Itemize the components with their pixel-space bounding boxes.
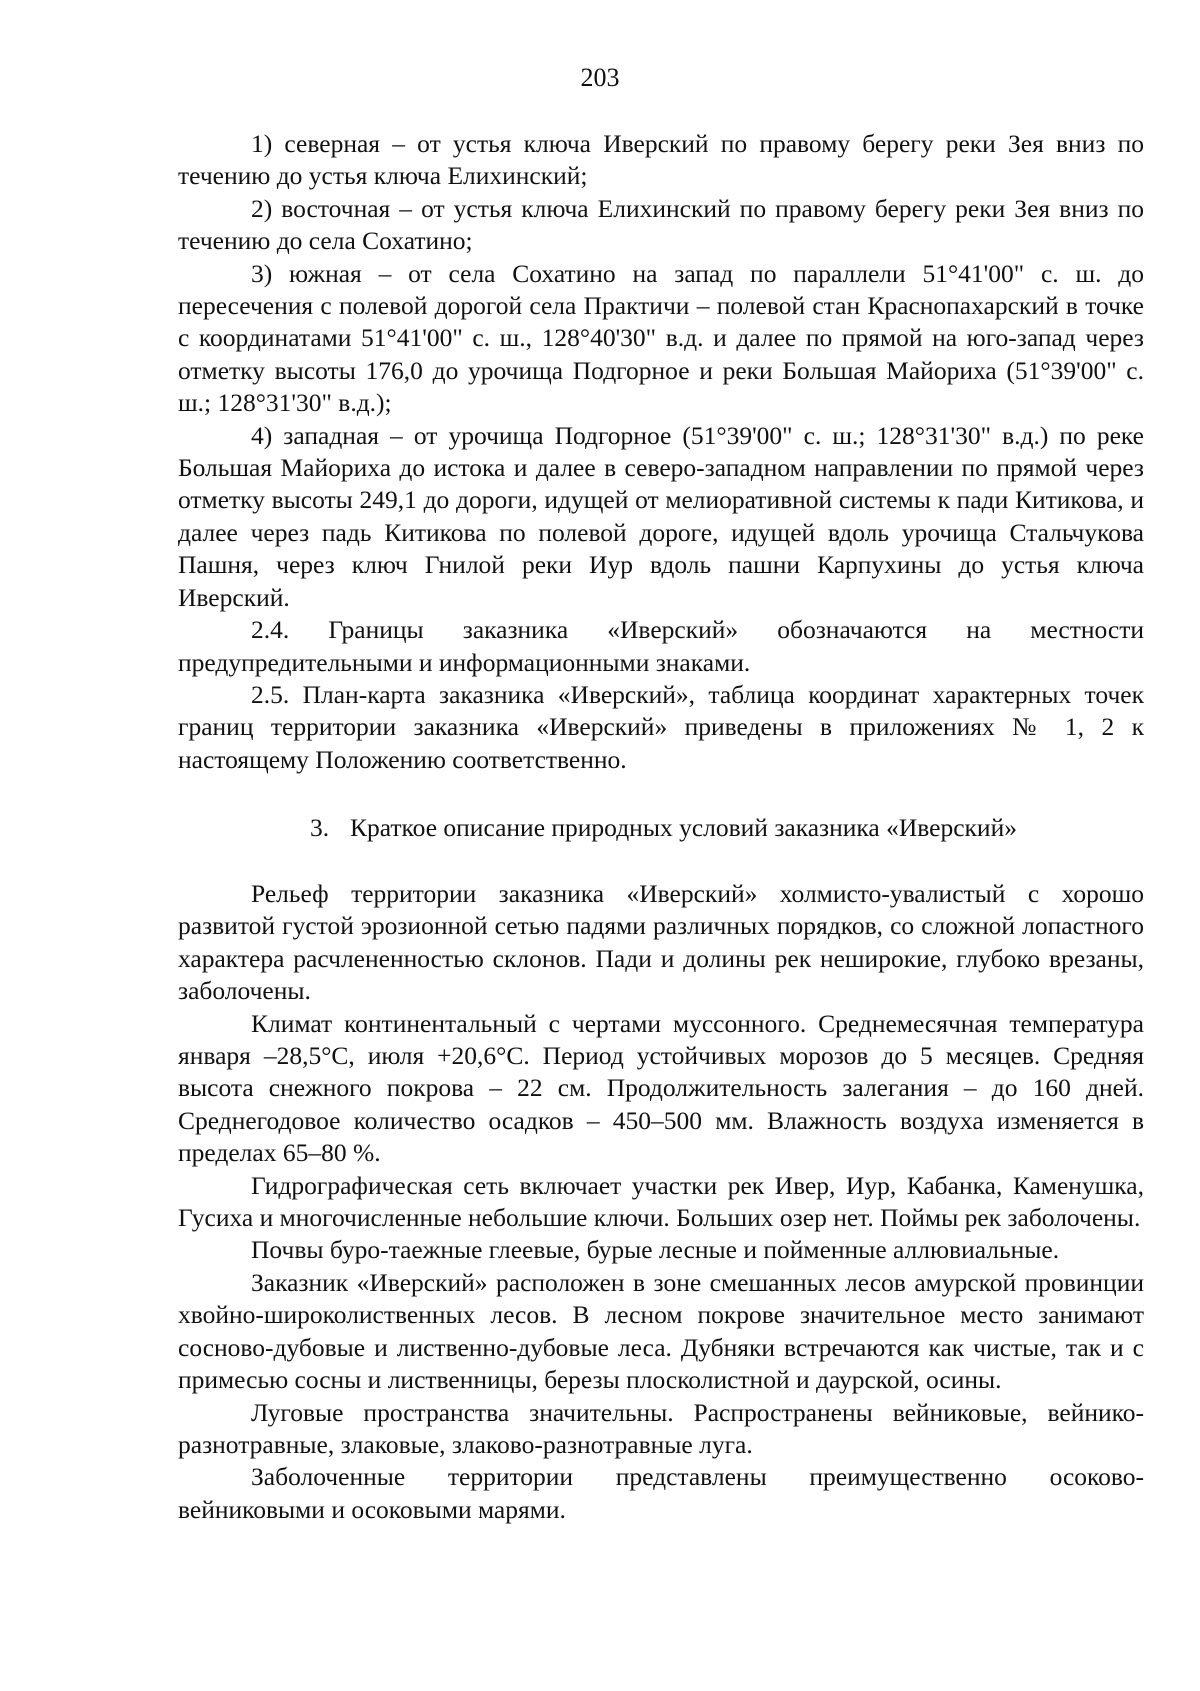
paragraph-2-4-boundary-signs: 2.4. Границы заказника «Иверский» обозначаются на местности предупредительными и информационными знаками. [178,615,1144,677]
paragraph-south-boundary: 3) южная – от села Сохатино на запад по параллели 51°41'00" с. ш. до пересечения с полевой дорогой села Практичи – полевой стан Краснопахарский в точке с координатами 51°41'00" с. ш., 128°40'30" в.д. и далее по прямой на юго-запад через отметку высоты 176,0 до урочища Подгорное и реки Большая Майориха (51°39'00" с. ш.; 128°31'30" в.д.); [178,258,1144,418]
section-title: Краткое описание природных условий заказника «Иверский» [350,813,1017,842]
paragraph-soils: Почвы буро-таежные глеевые, бурые лесные и пойменные аллювиальные. [251,1235,1060,1265]
section-number: 3. [310,813,330,842]
section-heading [310,812,1170,844]
paragraph-relief: Рельеф территории заказника «Иверский» холмисто-увалистый с хорошо развитой густой эрозионной сетью падями различных порядков, со сложной лопастного характера расчлененностью склонов. Пади и долины рек неширокие, глубоко врезаны, заболочены. [178,879,1144,1006]
paragraph-meadows: Луговые пространства значительны. Распространены вейниковые, вейнико-разнотравные, злаковые, злаково-разнотравные луга. [178,1397,1144,1459]
paragraph-east-boundary: 2) восточная – от устья ключа Елихинский по правому берегу реки Зея вниз по течению до села Сохатино; [178,193,1144,256]
paragraph-north-boundary: 1) северная – от устья ключа Иверский по правому берегу реки Зея вниз по течению до устья ключа Елихинский; [178,129,1144,191]
natural-conditions-block [178,878,1144,1526]
paragraph-wetlands: Заболоченные территории представлены преимущественно осоково-вейниковыми и осоковыми марями. [178,1462,1144,1524]
boundary-description-block [178,128,1144,776]
paragraph-hydrography: Гидрографическая сеть включает участки рек Ивер, Иур, Кабанка, Каменушка, Гусиха и многочисленные небольшие ключи. Больших озер нет. Поймы рек заболочены. [178,1170,1144,1233]
page-number: 203 [580,63,620,92]
paragraph-forests: Заказник «Иверский» расположен в зоне смешанных лесов амурской провинции хвойно-широколиственных лесов. В лесном покрове значительное место занимают сосново-дубовые и лиственно-дубовые леса. Дубняки встречаются как чистые, так и с примесью сосны и лиственницы, березы плосколистной и даурской, осины. [178,1267,1144,1395]
paragraph-climate: Климат континентальный с чертами муссонного. Среднемесячная температура января –28,5°С, июля +20,6°С. Период устойчивых морозов до 5 месяцев. Средняя высота снежного покрова – 22 см. Продолжительность залегания – до 160 дней. Среднегодовое количество осадков – 450–500 мм. Влажность воздуха изменяется в пределах 65–80 %. [178,1008,1144,1168]
paragraph-west-boundary: 4) западная – от урочища Подгорное (51°39'00" с. ш.; 128°31'30" в.д.) по реке Большая Майориха до истока и далее в северо-западном направлении по прямой через отметку высоты 249,1 до дороги, идущей от мелиоративной системы к пади Китикова, и далее через падь Китикова по полевой дороге, идущей вдоль урочища Стальчукова Пашня, через ключ Гнилой реки Иур вдоль пашни Карпухины до устья ключа Иверский. [178,420,1144,612]
paragraph-2-5-map-reference: 2.5. План-карта заказника «Иверский», таблица координат характерных точек границ территории заказника «Иверский» приведены в приложениях № 1, 2 к настоящему Положению соответственно. [178,679,1144,774]
